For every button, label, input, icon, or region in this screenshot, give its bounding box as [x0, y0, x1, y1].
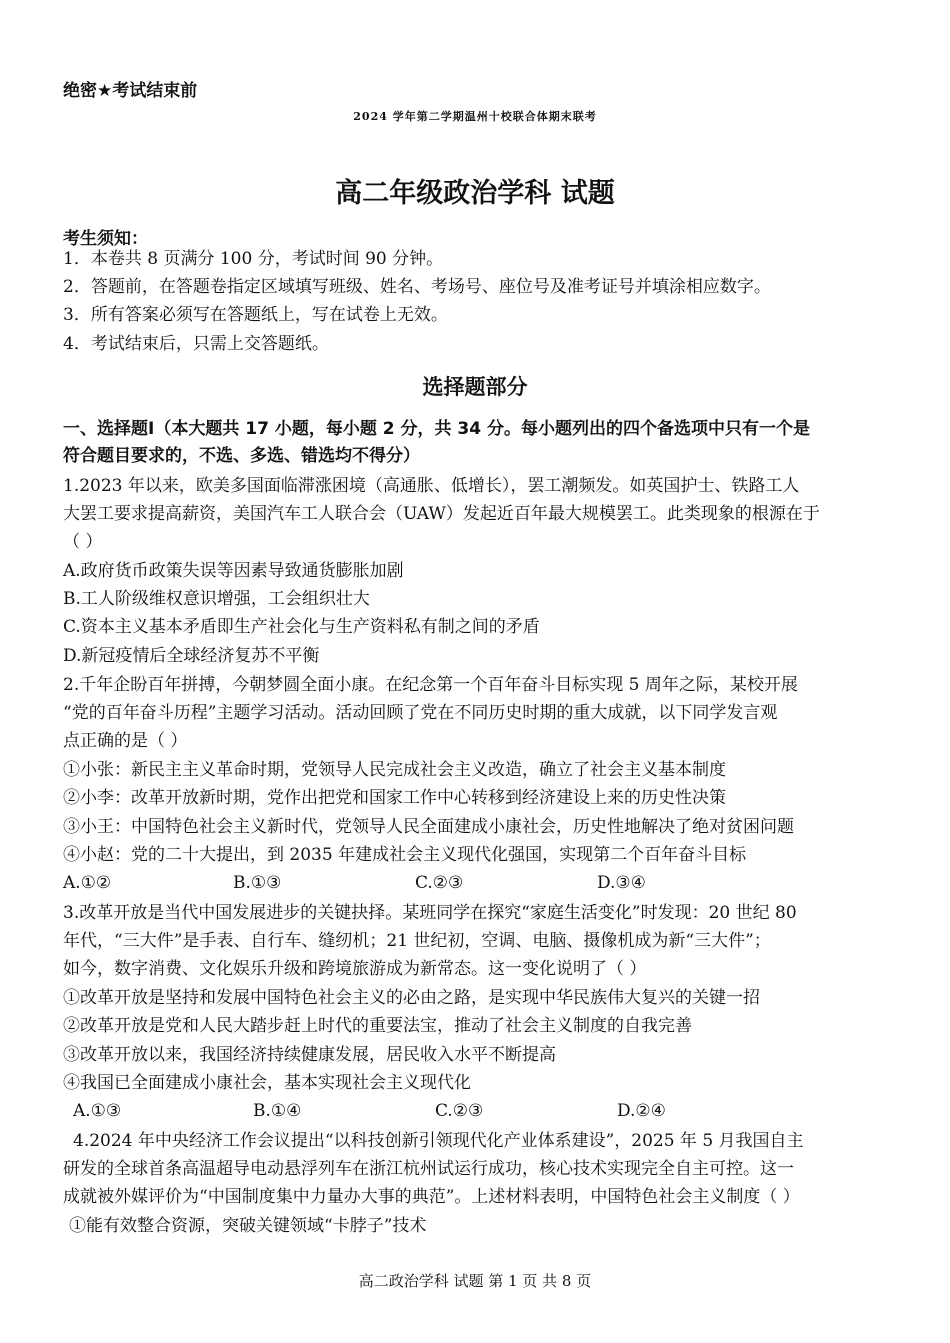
- section-title: 选择题部分: [422, 374, 528, 399]
- q1-option-c: C.资本主义基本矛盾即生产社会化与生产资料私有制之间的矛盾: [63, 617, 540, 637]
- note-item: 4．考试结束后，只需上交答题纸。: [63, 334, 329, 354]
- q3-statement: ④我国已全面建成小康社会，基本实现社会主义现代化: [63, 1073, 471, 1093]
- q4-stem: 研发的全球首条高温超导电动悬浮列车在浙江杭州试运行成功，核心技术实现完全自主可控。这一: [63, 1159, 794, 1179]
- q3-option-c: C.②③: [435, 1101, 484, 1121]
- q3-statement: ②改革开放是党和人民大踏步赶上时代的重要法宝，推动了社会主义制度的自我完善: [63, 1016, 692, 1036]
- q4-stem: 4.2024 年中央经济工作会议提出“以科技创新引领现代化产业体系建设”，2025 年 5 月我国自主: [73, 1131, 804, 1151]
- page-footer: 高二政治学科 试题 第 1 页 共 8 页: [358, 1272, 592, 1290]
- q1-stem: 大罢工要求提高薪资，美国汽车工人联合会（UAW）发起近百年最大规模罢工。此类现象的根源在于: [63, 504, 820, 524]
- exam-title: 2024 学年第二学期温州十校联合体期末联考: [353, 110, 597, 123]
- section-instructions: 符合题目要求的，不选、多选、错选均不得分）: [63, 446, 420, 466]
- q2-option-c: C.②③: [415, 873, 464, 893]
- q2-option-b: B.①③: [233, 873, 282, 893]
- q2-stem: 点正确的是（ ）: [63, 731, 188, 751]
- notes-heading: 考生须知：: [63, 229, 148, 249]
- q3-statement: ①改革开放是坚持和发展中国特色社会主义的必由之路，是实现中华民族伟大复兴的关键一招: [63, 988, 760, 1008]
- q2-statement: ③小王：中国特色社会主义新时代，党领导人民全面建成小康社会，历史性地解决了绝对贫困问题: [63, 817, 794, 837]
- q4-stem: 成就被外媒评价为“中国制度集中力量办大事的典范”。上述材料表明，中国特色社会主义制度（ ）: [63, 1187, 800, 1207]
- q2-statement: ④小赵：党的二十大提出，到 2035 年建成社会主义现代化强国，实现第二个百年奋斗目标: [63, 845, 747, 865]
- confidential-label: 绝密★考试结束前: [63, 81, 198, 101]
- q1-option-a: A.政府货币政策失误等因素导致通货膨胀加剧: [63, 561, 404, 581]
- exam-subtitle: 高二年级政治学科 试题: [335, 178, 615, 209]
- note-item: 1．本卷共 8 页满分 100 分，考试时间 90 分钟。: [63, 249, 444, 269]
- q1-stem: 1.2023 年以来，欧美多国面临滞涨困境（高通胀、低增长），罢工潮频发。如英国护士、铁路工人: [63, 476, 800, 496]
- q3-stem: 年代，“三大件”是手表、自行车、缝纫机；21 世纪初，空调、电脑、摄像机成为新“三大件”；: [63, 931, 771, 951]
- q2-option-a: A.①②: [63, 873, 112, 893]
- q2-statement: ①小张：新民主主义革命时期，党领导人民完成社会主义改造，确立了社会主义基本制度: [63, 760, 726, 780]
- q3-statement: ③改革开放以来，我国经济持续健康发展，居民收入水平不断提高: [63, 1045, 556, 1065]
- q2-stem: “党的百年奋斗历程”主题学习活动。活动回顾了党在不同历史时期的重大成就，以下同学发言观: [63, 703, 778, 723]
- note-item: 2．答题前，在答题卷指定区域填写班级、姓名、考场号、座位号及准考证号并填涂相应数字。: [63, 277, 771, 297]
- q2-stem: 2.千年企盼百年拼搏，今朝梦圆全面小康。在纪念第一个百年奋斗目标实现 5 周年之际，某校开展: [63, 675, 798, 695]
- q3-stem: 3.改革开放是当代中国发展进步的关键抉择。某班同学在探究“家庭生活变化”时发现：20 世纪 80: [63, 903, 797, 923]
- q3-stem: 如今，数字消费、文化娱乐升级和跨境旅游成为新常态。这一变化说明了（ ）: [63, 959, 647, 979]
- section-instructions: 一、选择题Ⅰ（本大题共 17 小题，每小题 2 分，共 34 分。每小题列出的四个备选项中只有一个是: [63, 419, 810, 439]
- q1-option-b: B.工人阶级维权意识增强，工会组织壮大: [63, 589, 370, 609]
- q1-stem: （ ）: [63, 532, 103, 552]
- q3-option-d: D.②④: [617, 1101, 666, 1121]
- q1-option-d: D.新冠疫情后全球经济复苏不平衡: [63, 646, 320, 666]
- q3-option-b: B.①④: [253, 1101, 302, 1121]
- q2-statement: ②小李：改革开放新时期，党作出把党和国家工作中心转移到经济建设上来的历史性决策: [63, 788, 726, 808]
- q2-option-d: D.③④: [597, 873, 646, 893]
- note-item: 3．所有答案必须写在答题纸上，写在试卷上无效。: [63, 305, 448, 325]
- q3-option-a: A.①③: [73, 1101, 122, 1121]
- q4-statement: ①能有效整合资源，突破关键领域“卡脖子”技术: [69, 1216, 427, 1236]
